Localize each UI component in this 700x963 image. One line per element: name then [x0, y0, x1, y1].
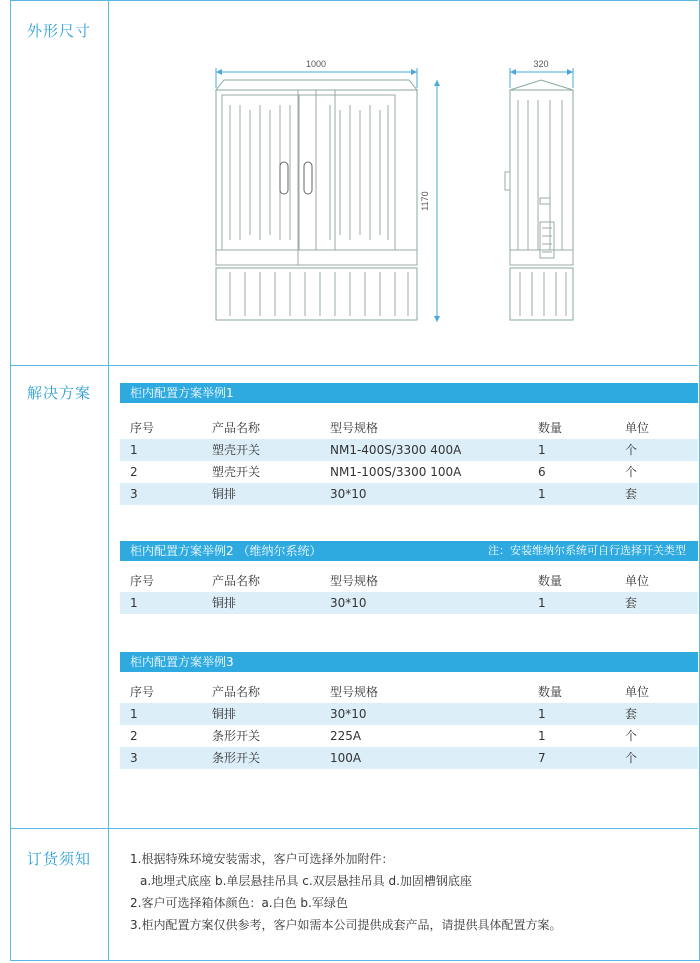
- example2-table: [120, 570, 698, 614]
- cell: 塑壳开关: [212, 465, 261, 479]
- header-index: 序号: [130, 685, 155, 699]
- example2-note: 注：安装维纳尔系统可自行选择开关类型: [488, 544, 686, 557]
- cell: 套: [625, 487, 638, 501]
- header-model: 型号规格: [330, 685, 379, 699]
- cell: 1: [130, 707, 138, 721]
- width-dimension-label: 1000: [305, 59, 327, 69]
- cell: 2: [130, 729, 138, 743]
- section-divider-2: [10, 828, 698, 829]
- header-unit: 单位: [625, 421, 650, 435]
- cell: 6: [538, 465, 546, 479]
- cell: 套: [625, 707, 638, 721]
- cell: 个: [625, 465, 638, 479]
- section-divider-1: [10, 365, 698, 366]
- header-qty: 数量: [538, 421, 563, 435]
- table-header: [120, 570, 698, 592]
- section-title-dimensions: 外形尺寸: [27, 22, 92, 40]
- section-title-solutions: 解决方案: [27, 384, 92, 402]
- header-product: 产品名称: [212, 421, 261, 435]
- header-index: 序号: [130, 574, 155, 588]
- table-row: [120, 747, 698, 769]
- section-title-ordering: 订货须知: [27, 850, 92, 868]
- cell: 3: [130, 751, 138, 765]
- example3-title-bar: [120, 652, 698, 672]
- example1-table: [120, 417, 698, 505]
- cell: 条形开关: [212, 729, 261, 743]
- note-line: 3.柜内配置方案仅供参考，客户如需本公司提供成套产品，请提供具体配置方案。: [130, 918, 562, 932]
- table-row: [120, 592, 698, 614]
- cell: 225A: [330, 729, 362, 743]
- example3-title: 柜内配置方案举例3: [130, 655, 234, 669]
- cell: 3: [130, 487, 138, 501]
- cell: 铜排: [212, 487, 237, 501]
- cell: 30*10: [330, 487, 367, 501]
- example2-title-bar: [120, 541, 698, 561]
- cell: 个: [625, 443, 638, 457]
- cell: 套: [625, 596, 638, 610]
- table-row: [120, 439, 698, 461]
- cell: 条形开关: [212, 751, 261, 765]
- example1-title-bar: [120, 383, 698, 403]
- cell: 2: [130, 465, 138, 479]
- header-product: 产品名称: [212, 685, 261, 699]
- header-model: 型号规格: [330, 421, 379, 435]
- cell: 1: [538, 443, 546, 457]
- header-model: 型号规格: [330, 574, 379, 588]
- example1-title: 柜内配置方案举例1: [130, 386, 234, 400]
- example3-table: [120, 681, 698, 769]
- table-row: [120, 703, 698, 725]
- table-header: [120, 681, 698, 703]
- header-unit: 单位: [625, 685, 650, 699]
- cell: 1: [130, 596, 138, 610]
- cell: 铜排: [212, 596, 237, 610]
- cell: 7: [538, 751, 546, 765]
- depth-dimension-label: 320: [533, 59, 549, 69]
- column-divider: [108, 0, 109, 960]
- cell: 铜排: [212, 707, 237, 721]
- example2-title: 柜内配置方案举例2 （维纳尔系统）: [130, 544, 322, 558]
- cell: 1: [130, 443, 138, 457]
- cell: 1: [538, 596, 546, 610]
- cell: 1: [538, 487, 546, 501]
- cell: 30*10: [330, 707, 367, 721]
- header-unit: 单位: [625, 574, 650, 588]
- note-line: 2.客户可选择箱体颜色：a.白色 b.军绿色: [130, 896, 348, 910]
- cell: 塑壳开关: [212, 443, 261, 457]
- top-rule: [10, 0, 698, 1]
- header-qty: 数量: [538, 574, 563, 588]
- header-index: 序号: [130, 421, 155, 435]
- cell: 1: [538, 729, 546, 743]
- cell: 个: [625, 751, 638, 765]
- cell: 30*10: [330, 596, 367, 610]
- header-product: 产品名称: [212, 574, 261, 588]
- cell: 个: [625, 729, 638, 743]
- cell: NM1-100S/3300 100A: [330, 465, 462, 479]
- height-dimension-label: 1170: [420, 191, 430, 211]
- ordering-notes: [130, 848, 561, 936]
- cell: 100A: [330, 751, 362, 765]
- table-row: [120, 725, 698, 747]
- cell: 1: [538, 707, 546, 721]
- table-row: [120, 461, 698, 483]
- note-line: a.地埋式底座 b.单层悬挂吊具 c.双层悬挂吊具 d.加固槽钢底座: [140, 874, 472, 888]
- table-row: [120, 483, 698, 505]
- cell: NM1-400S/3300 400A: [330, 443, 462, 457]
- cabinet-drawing: [200, 50, 620, 340]
- note-line: 1.根据特殊环境安装需求，客户可选择外加附件：: [130, 852, 394, 866]
- header-qty: 数量: [538, 685, 563, 699]
- table-header: [120, 417, 698, 439]
